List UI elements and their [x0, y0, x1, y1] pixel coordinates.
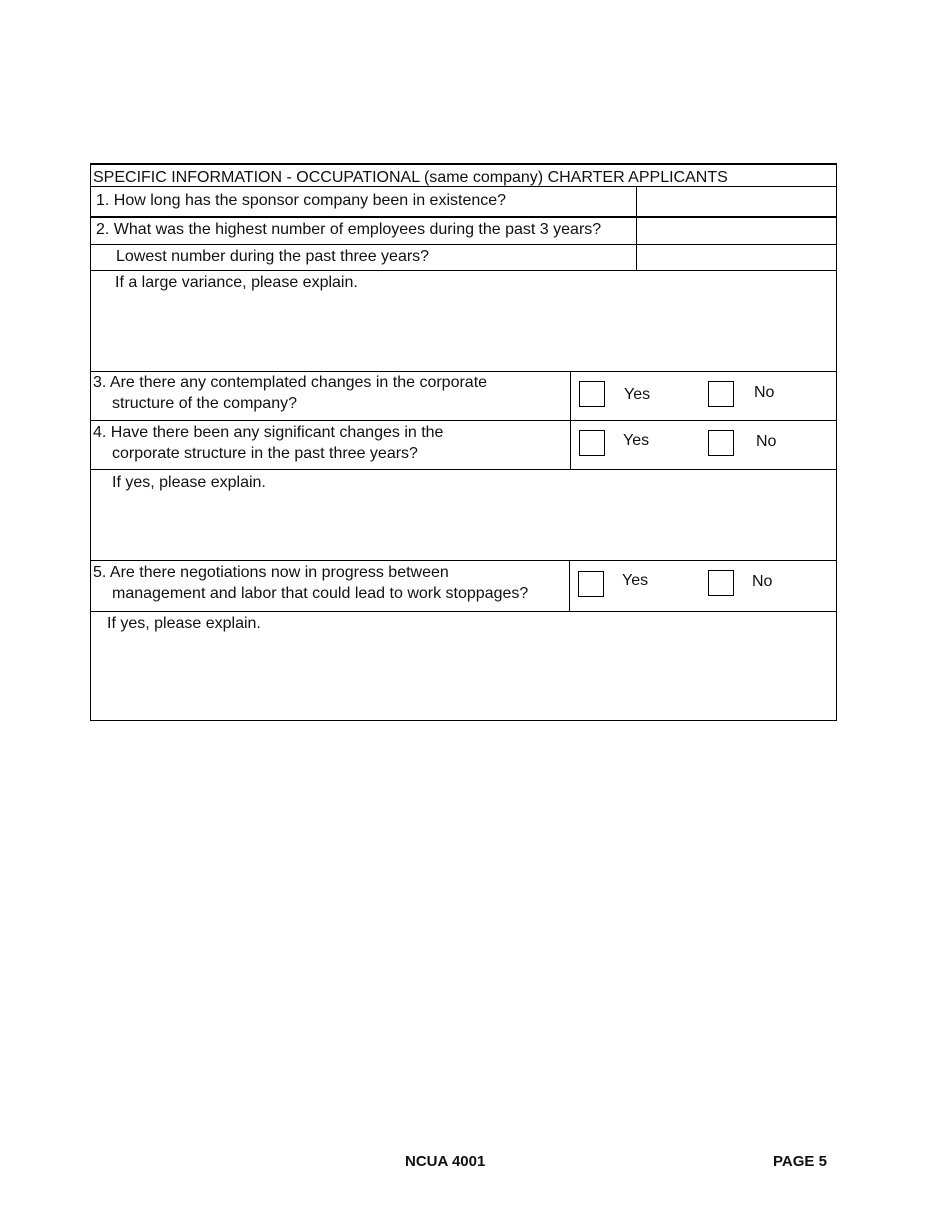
- q4-yes-label: Yes: [623, 432, 650, 449]
- divider: [91, 469, 836, 470]
- q4-no-label: No: [756, 433, 777, 450]
- q4-explain-label: If yes, please explain.: [112, 474, 266, 491]
- q1-label: 1. How long has the sponsor company been in existence?: [96, 192, 507, 209]
- q2-explain-label: If a large variance, please explain.: [115, 274, 358, 291]
- q2-highest-answer-field[interactable]: [638, 218, 836, 244]
- divider: [91, 270, 836, 271]
- q2-label: 2. What was the highest number of employees during the past 3 years?: [96, 221, 602, 238]
- page-number: PAGE 5: [773, 1153, 827, 1170]
- q4-yes-checkbox[interactable]: [579, 430, 605, 456]
- form-number: NCUA 4001: [405, 1153, 486, 1170]
- q3-yes-label: Yes: [624, 386, 651, 403]
- q2-lowest-label: Lowest number during the past three years?: [116, 248, 430, 265]
- q3-label-line1: 3. Are there any contemplated changes in the corporate: [93, 374, 488, 391]
- q2-explain-area[interactable]: [91, 293, 836, 371]
- q3-no-label: No: [754, 384, 775, 401]
- q5-label-line2: management and labor that could lead to work stoppages?: [112, 585, 529, 602]
- q5-yes-label: Yes: [622, 572, 649, 589]
- q5-explain-area[interactable]: [91, 634, 836, 719]
- occupational-charter-form: [90, 163, 837, 721]
- divider: [91, 560, 836, 561]
- q5-explain-label: If yes, please explain.: [107, 615, 261, 632]
- divider: [91, 186, 836, 187]
- q5-yes-checkbox[interactable]: [578, 571, 604, 597]
- q5-no-label: No: [752, 573, 773, 590]
- q3-no-checkbox[interactable]: [708, 381, 734, 407]
- q4-no-checkbox[interactable]: [708, 430, 734, 456]
- q3-yes-checkbox[interactable]: [579, 381, 605, 407]
- q4-label-line1: 4. Have there been any significant changes in the: [93, 424, 444, 441]
- q4-explain-area[interactable]: [91, 493, 836, 560]
- form-title: SPECIFIC INFORMATION - OCCUPATIONAL (same company) CHARTER APPLICANTS: [93, 169, 728, 186]
- yes-no-column-divider: [569, 560, 570, 611]
- divider: [91, 611, 836, 612]
- divider: [91, 420, 836, 421]
- q5-no-checkbox[interactable]: [708, 570, 734, 596]
- q5-label-line1: 5. Are there negotiations now in progress between: [93, 564, 449, 581]
- q2-lowest-answer-field[interactable]: [638, 245, 836, 270]
- q3-label-line2: structure of the company?: [112, 395, 297, 412]
- q1-answer-field[interactable]: [638, 188, 836, 216]
- q4-label-line2: corporate structure in the past three years?: [112, 445, 418, 462]
- answer-column-divider: [636, 186, 637, 270]
